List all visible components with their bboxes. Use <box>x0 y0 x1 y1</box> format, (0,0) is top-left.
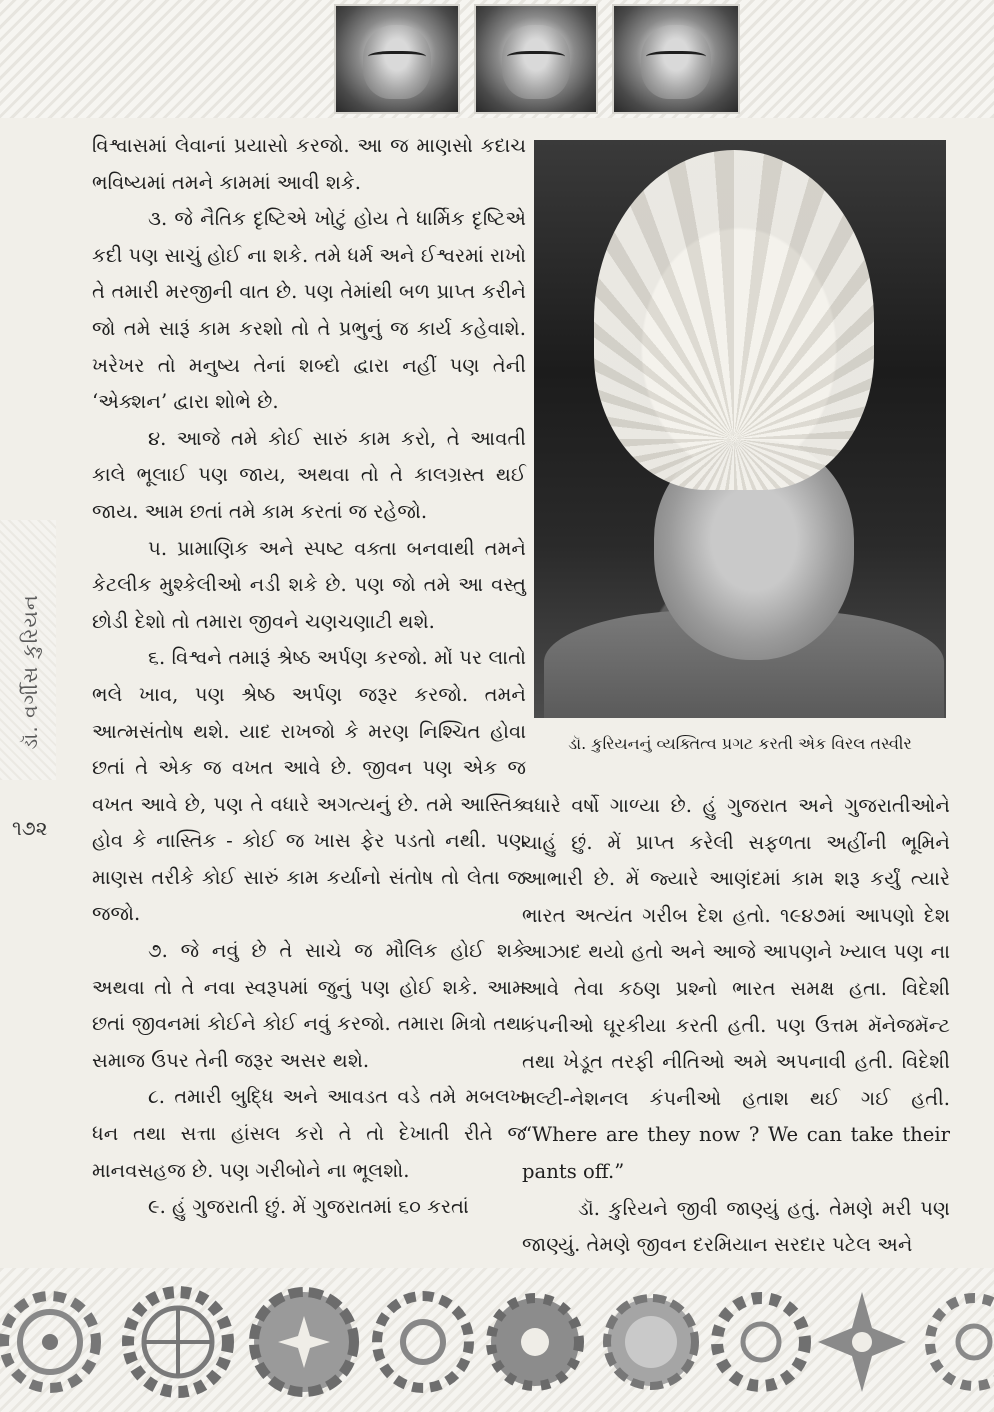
gear-icon <box>812 1276 912 1406</box>
photo <box>534 140 946 718</box>
photo-caption: ડૉ. કુરિયનનું વ્યક્તિત્વ પ્રગટ કરતી એક વિરલ તસ્વીર <box>568 734 912 753</box>
paragraph: ૫. પ્રામાણિક અને સ્પષ્ટ વક્તા બનવાથી તમને કેટલીક મુશ્કેલીઓ નડી શકે છે. પણ જો તમે આ વસ્તુ છોડી દેશો તો તમારા જીવને ચણચણાટી થશે. <box>92 536 526 633</box>
photo-turban <box>594 150 874 490</box>
gear-icon <box>706 1276 816 1406</box>
gear-icon <box>480 1276 590 1406</box>
book-title-vertical: ડૉ. વર્ગીસ કુરિયન <box>18 594 42 750</box>
left-column <box>92 128 526 1226</box>
portrait-image <box>474 4 598 114</box>
paragraph: વધારે વર્ષો ગાળ્યા છે. હું ગુજરાત અને ગુજરાતીઓને ચાહું છું. મેં પ્રાપ્ત કરેલી સફળતા અહીંની ભૂમિને આભારી છે. મેં જ્યારે આણંદમાં કામ શરૂ કર્યું ત્યારે ભારત અત્યંત ગરીબ દેશ હતો. ૧૯૪૭માં આપણો દેશ આઝાદ થયો હતો અને આજે આપણને ખ્યાલ પણ ના આવે તેવા કઠણ પ્રશ્નો ભારત સમક્ષ હતા. વિદેશી કંપનીઓ ઘૂરકીયા કરતી હતી. પણ ઉત્તમ મૅનેજમૅન્ટ તથા ખેડૂત તરફી નીતિઓ અમે અપનાવી હતી. વિદેશી મલ્ટી-નેશનલ કંપનીઓ હતાશ થઈ ગઈ હતી. “Where are they now ? We can take their pants off.” <box>522 794 950 1183</box>
gear-icon <box>0 1276 110 1406</box>
paragraph: ૩. જે નૈતિક દૃષ્ટિએ ખોટું હોય તે ધાર્મિક દૃષ્ટિએ કદી પણ સાચું હોઈ ના શકે. તમે ધર્મ અને ઈશ્વરમાં રાખો તે તમારી મરજીની વાત છે. પણ તેમાંથી બળ પ્રાપ્ત કરીને જો તમે સારૂં કામ કરશો તો તે પ્રભુનું જ કાર્ય કહેવાશે. ખરેખર તો મનુષ્ય તેનાં શબ્દો દ્વારા નહીં પણ તેની ‘એક્શન’ દ્વારા શોભે છે. <box>92 207 526 414</box>
gear-icon <box>596 1276 706 1406</box>
page-number: ૧૭૨ <box>12 816 48 840</box>
portrait-image <box>334 4 460 114</box>
portrait-image <box>612 4 740 114</box>
glasses <box>646 51 706 65</box>
right-column <box>522 788 950 1264</box>
gear-icon <box>914 1276 994 1406</box>
paragraph: ૬. વિશ્વને તમારૂં શ્રેષ્ઠ અર્પણ કરજો. મોં પર લાતો ભલે ખાવ, પણ શ્રેષ્ઠ અર્પણ જરૂર કરજો. તમને આત્મસંતોષ થશે. યાદ રાખજો કે મરણ નિશ્ચિત હોવા છતાં તે એક જ વખત આવે છે. જીવન પણ એક જ વખત આવે છે, પણ તે વધારે અગત્યનું છે. તમે આસ્તિક હોવ કે નાસ્તિક - કોઈ જ ખાસ ફેર પડતો નથી. પણ માણસ તરીકે કોઈ સારું કામ કર્યાનો સંતોષ તો લેતા જ જજો. <box>92 646 526 926</box>
glasses <box>368 51 427 65</box>
paragraph: ૮. તમારી બુદ્ધિ અને આવડત વડે તમે મબલખ ધન તથા સત્તા હાંસલ કરો તે તો દેખાતી રીતે જ માનવસહજ છે. પણ ગરીબોને ના ભૂલશો. <box>92 1085 526 1182</box>
paragraph: ૭. જે નવું છે તે સાચે જ મૌલિક હોઈ શકે અથવા તો તે નવા સ્વરૂપમાં જુનું પણ હોઈ શકે. આમ છતાં જીવનમાં કોઈને કોઈ નવું કરજો. તમારા મિત્રો તથા સમાજ ઉપર તેની જરૂર અસર થશે. <box>92 939 526 1072</box>
gear-icon <box>118 1276 238 1406</box>
gear-icon <box>368 1276 478 1406</box>
paragraph: ૪. આજે તમે કોઈ સારું કામ કરો, તે આવતી કાલે ભૂલાઈ પણ જાય, અથવા તો તે કાલગ્રસ્ત થઈ જાય. આમ છતાં તમે કામ કરતાં જ રહેજો. <box>92 426 526 523</box>
paragraph: ડૉ. કુરિયને જીવી જાણ્યું હતું. તેમણે મરી પણ જાણ્યું. તેમણે જીવન દરમિયાન સરદાર પટેલ અને <box>522 1196 950 1257</box>
paragraph: ૯. હું ગુજરાતી છું. મેં ગુજરાતમાં ૬૦ કરતાં <box>148 1195 469 1219</box>
gear-icon <box>244 1276 364 1406</box>
paragraph: વિશ્વાસમાં લેવાનાં પ્રયાસો કરજો. આ જ માણસો કદાચ ભવિષ્યમાં તમને કામમાં આવી શકે. <box>92 134 526 194</box>
glasses <box>507 51 565 65</box>
